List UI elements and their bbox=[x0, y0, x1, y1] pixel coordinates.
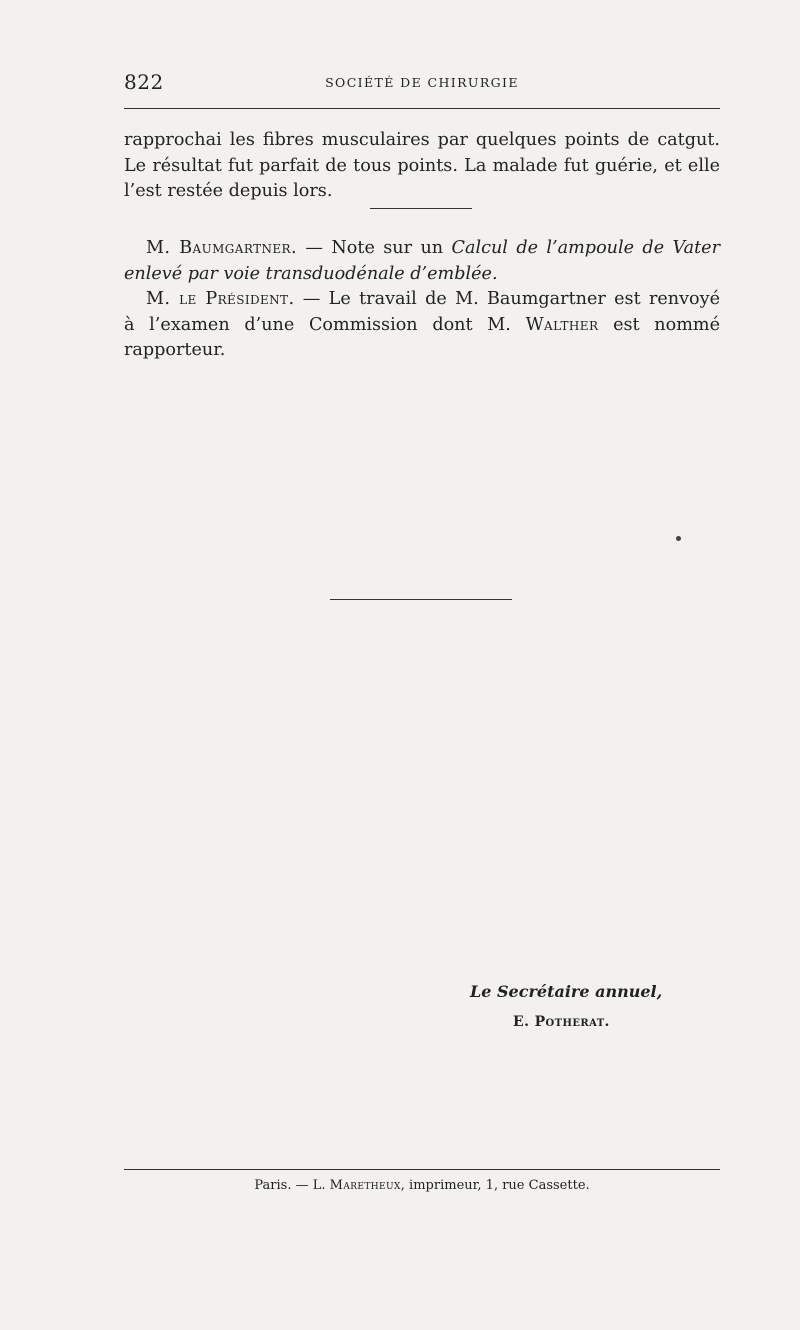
text-line: rapporteur. bbox=[124, 340, 226, 360]
paragraph-baumgartner-note bbox=[124, 236, 720, 287]
signature-name: E. Potherat. bbox=[513, 1014, 610, 1030]
text-line bbox=[124, 236, 720, 262]
text-line bbox=[124, 287, 720, 313]
note-title-continued: enlevé par voie transduodénale d’emblée. bbox=[124, 263, 498, 284]
running-title: SOCIÉTÉ DE CHIRURGIE bbox=[325, 75, 519, 90]
header-rule bbox=[124, 108, 720, 109]
ink-speck bbox=[676, 536, 681, 541]
signature-title: Le Secrétaire annuel, bbox=[470, 982, 663, 1001]
text-line: Le résultat fut parfait de tous points. La malade fut guérie, et elle bbox=[124, 155, 720, 176]
page-number: 822 bbox=[124, 70, 164, 94]
note-title: Calcul de l’ampoule de Vater bbox=[451, 238, 720, 258]
footer-rule bbox=[124, 1169, 720, 1170]
rapporteur-name: Walther bbox=[525, 314, 599, 335]
printer-imprint bbox=[124, 1178, 720, 1193]
text-fragment: — Note sur un bbox=[296, 238, 452, 258]
imprint-text: Paris. — L. bbox=[254, 1178, 330, 1193]
section-divider bbox=[370, 208, 472, 209]
speaker-name: M. Baumgartner. bbox=[146, 238, 297, 258]
paragraph-president bbox=[124, 287, 720, 364]
printer-name: Maretheux bbox=[329, 1178, 401, 1193]
speaker-name: M. le Président. bbox=[146, 289, 295, 309]
end-divider bbox=[330, 599, 512, 600]
text-line: l’est restée depuis lors. bbox=[124, 181, 333, 201]
text-fragment: est nommé bbox=[598, 314, 720, 335]
text-line bbox=[124, 313, 720, 339]
imprint-text: , imprimeur, 1, rue Cassette. bbox=[400, 1178, 590, 1193]
text-fragment: à l’examen d’une Commission dont M. bbox=[124, 314, 526, 335]
paragraph-closing bbox=[124, 128, 720, 205]
text-fragment: — Le travail de M. Baumgartner est renvoyé bbox=[294, 289, 720, 309]
text-line: rapprochai les fibres musculaires par quelques points de catgut. bbox=[124, 130, 720, 150]
running-head bbox=[124, 70, 720, 96]
